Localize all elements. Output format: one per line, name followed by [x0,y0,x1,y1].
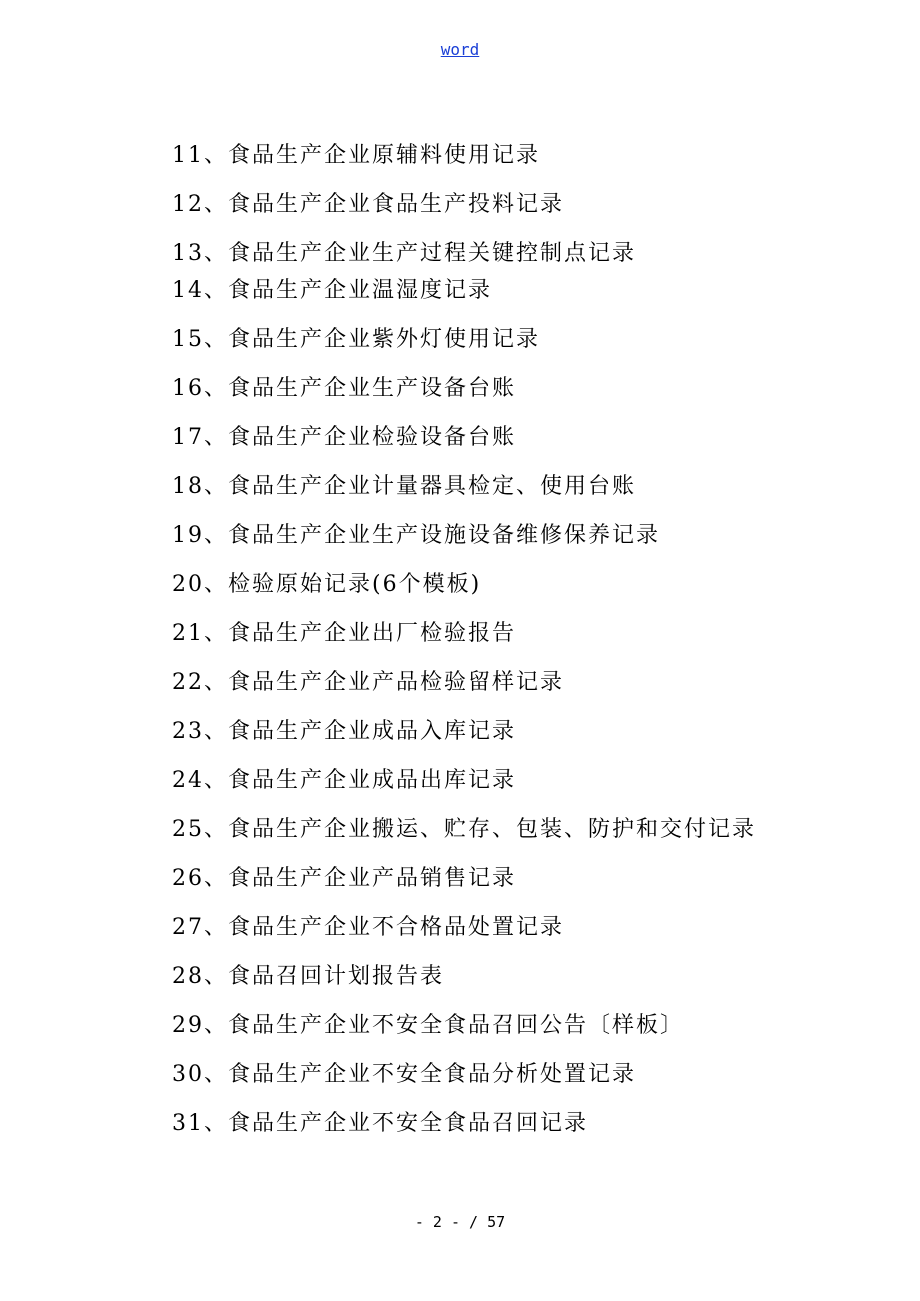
toc-item: 15、食品生产企业紫外灯使用记录 [172,327,540,352]
toc-item: 19、食品生产企业生产设施设备维修保养记录 [172,523,660,548]
toc-item: 12、食品生产企业食品生产投料记录 [172,192,564,217]
toc-item: 24、食品生产企业成品出库记录 [172,768,516,793]
toc-item: 30、食品生产企业不安全食品分析处置记录 [172,1062,636,1087]
toc-item: 26、食品生产企业产品销售记录 [172,866,516,891]
toc-item: 11、食品生产企业原辅料使用记录 [172,143,540,168]
toc-item: 28、食品召回计划报告表 [172,964,444,989]
toc-item: 17、食品生产企业检验设备台账 [172,425,516,450]
toc-item: 31、食品生产企业不安全食品召回记录 [172,1111,588,1136]
toc-item: 21、食品生产企业出厂检验报告 [172,621,516,646]
toc-item: 20、检验原始记录(6个模板) [172,572,482,597]
toc-item: 23、食品生产企业成品入库记录 [172,719,516,744]
page-number: - 2 - / 57 [414,1213,506,1231]
toc-item: 16、食品生产企业生产设备台账 [172,376,516,401]
toc-item: 25、食品生产企业搬运、贮存、包装、防护和交付记录 [172,817,756,842]
toc-item: 29、食品生产企业不安全食品召回公告〔样板〕 [172,1013,684,1038]
toc-item: 27、食品生产企业不合格品处置记录 [172,915,564,940]
toc-item: 14、食品生产企业温湿度记录 [172,278,492,303]
toc-item: 13、食品生产企业生产过程关键控制点记录 [172,241,636,266]
header-word-link[interactable]: word [440,40,480,59]
toc-item: 18、食品生产企业计量器具检定、使用台账 [172,474,636,499]
toc-item: 22、食品生产企业产品检验留样记录 [172,670,564,695]
